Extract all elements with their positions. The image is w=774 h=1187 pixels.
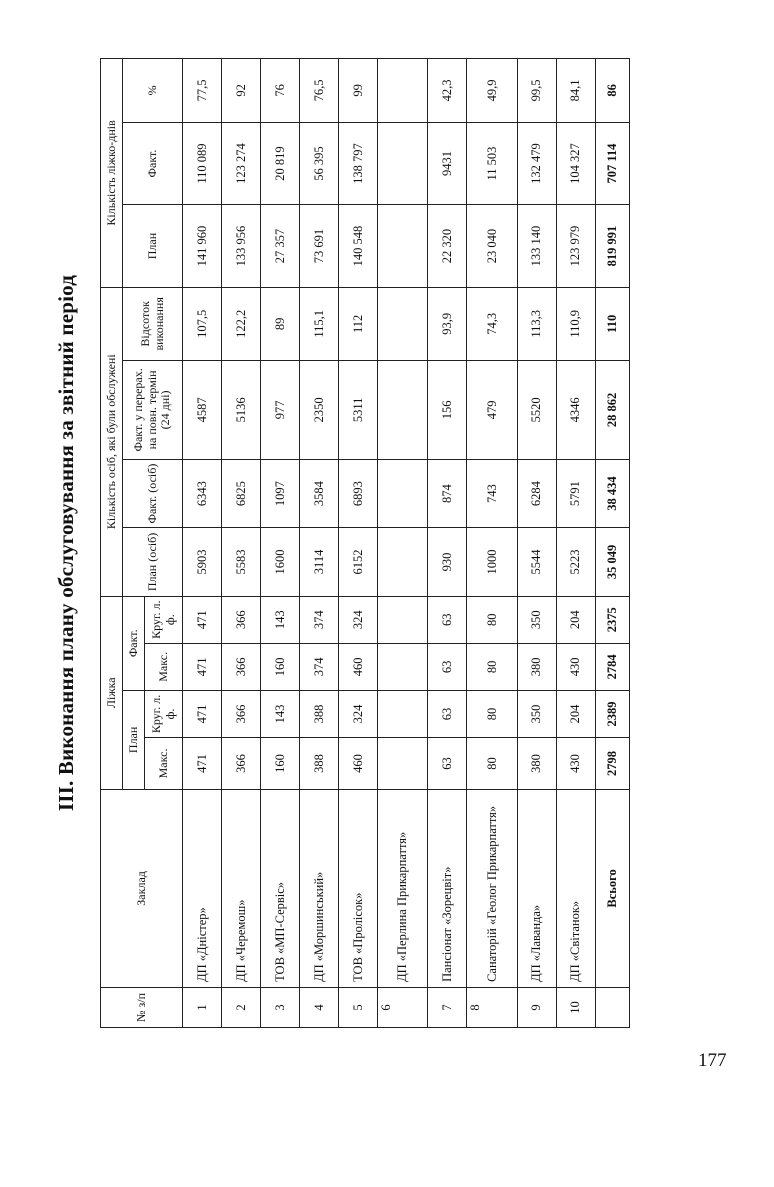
header-beddays-pct: %	[123, 59, 183, 123]
cell-bf-kr: 143	[260, 596, 299, 643]
institution-name: Санаторій «Геолог Прикарпаття»	[467, 789, 517, 987]
cell-bf-max: 366	[221, 643, 260, 690]
cell-bf-kr: 204	[556, 596, 595, 643]
cell-pp: 5544	[517, 528, 556, 596]
cell-pf: 6825	[221, 459, 260, 527]
cell-pp: 1000	[467, 528, 517, 596]
cell-bp-max: 80	[467, 738, 517, 790]
cell-pp: 1600	[260, 528, 299, 596]
cell-df: 123 274	[221, 122, 260, 205]
cell-pf: 3584	[299, 459, 338, 527]
cell-pff: 5311	[338, 360, 377, 459]
institution-name: ТОВ «МП-Сервіс»	[260, 789, 299, 987]
cell-bf-max: 471	[183, 643, 222, 690]
cell-pf	[377, 459, 427, 527]
cell-pf: 743	[467, 459, 517, 527]
cell-pf: 6343	[183, 459, 222, 527]
institution-name: Пансіонат «Зорецвіт»	[428, 789, 467, 987]
table-row	[299, 59, 338, 1028]
cell-df: 104 327	[556, 122, 595, 205]
cell-dpct: 76,5	[299, 59, 338, 123]
cell-bf-kr: 63	[428, 596, 467, 643]
cell-bf-max: 374	[299, 643, 338, 690]
cell-bp-max: 430	[556, 738, 595, 790]
cell-pff: 156	[428, 360, 467, 459]
cell-pp: 5903	[183, 528, 222, 596]
table-row	[517, 59, 556, 1028]
total-pct: 110	[595, 287, 629, 360]
header-persons-plan: План (осіб)	[123, 528, 183, 596]
cell-bp-max: 380	[517, 738, 556, 790]
cell-dp: 27 357	[260, 205, 299, 288]
total-num-empty	[595, 987, 629, 1027]
cell-pff: 2350	[299, 360, 338, 459]
total-df: 707 114	[595, 122, 629, 205]
row-number: 5	[338, 987, 377, 1027]
cell-pct: 112	[338, 287, 377, 360]
header-beddays: Кількість ліжко-днів	[101, 59, 123, 288]
cell-pp: 5583	[221, 528, 260, 596]
total-pff: 28 862	[595, 360, 629, 459]
cell-pct: 74,3	[467, 287, 517, 360]
header-beddays-fact: Факт.	[123, 122, 183, 205]
cell-dp: 23 040	[467, 205, 517, 288]
table-row	[556, 59, 595, 1028]
cell-bp-max: 388	[299, 738, 338, 790]
cell-dp: 123 979	[556, 205, 595, 288]
row-number: 1	[183, 987, 222, 1027]
cell-bf-kr: 374	[299, 596, 338, 643]
header-beds-fact-max: Макс.	[145, 643, 183, 690]
header-persons: Кількість осіб, які були обслужені	[101, 287, 123, 596]
cell-pff: 977	[260, 360, 299, 459]
header-beds-plan: План	[123, 690, 145, 789]
cell-bp-max: 460	[338, 738, 377, 790]
cell-dpct	[377, 59, 427, 123]
table-row	[221, 59, 260, 1028]
cell-pct: 122,2	[221, 287, 260, 360]
row-number: 9	[517, 987, 556, 1027]
cell-bf-kr: 324	[338, 596, 377, 643]
cell-bp-max: 63	[428, 738, 467, 790]
header-num: № з/п	[101, 987, 183, 1027]
total-dpct: 86	[595, 59, 629, 123]
cell-bf-max: 80	[467, 643, 517, 690]
table-row	[467, 59, 517, 1028]
row-number: 8	[467, 987, 517, 1027]
cell-pp: 5223	[556, 528, 595, 596]
total-label: Всього	[595, 789, 629, 987]
institution-name: ДП «Дністер»	[183, 789, 222, 987]
cell-bf-max: 380	[517, 643, 556, 690]
cell-dp: 141 960	[183, 205, 222, 288]
cell-pf: 6284	[517, 459, 556, 527]
cell-pff: 5136	[221, 360, 260, 459]
cell-pff: 4346	[556, 360, 595, 459]
cell-bp-max	[377, 738, 427, 790]
cell-dp	[377, 205, 427, 288]
cell-dp: 140 548	[338, 205, 377, 288]
cell-bp-kr: 324	[338, 690, 377, 737]
cell-bf-kr	[377, 596, 427, 643]
cell-bf-kr: 366	[221, 596, 260, 643]
cell-pct: 110,9	[556, 287, 595, 360]
total-bp-kr: 2389	[595, 690, 629, 737]
table-row	[428, 59, 467, 1028]
cell-bp-kr: 350	[517, 690, 556, 737]
total-pp: 35 049	[595, 528, 629, 596]
cell-bf-max: 160	[260, 643, 299, 690]
cell-df: 9431	[428, 122, 467, 205]
cell-pp: 3114	[299, 528, 338, 596]
cell-bf-kr: 350	[517, 596, 556, 643]
cell-bp-max: 471	[183, 738, 222, 790]
cell-pff: 479	[467, 360, 517, 459]
institution-name: ДП «Моршинський»	[299, 789, 338, 987]
cell-pf: 5791	[556, 459, 595, 527]
institution-name: ТОВ «Пролісок»	[338, 789, 377, 987]
cell-pff: 5520	[517, 360, 556, 459]
institution-name: ДП «Лаванда»	[517, 789, 556, 987]
cell-dp: 73 691	[299, 205, 338, 288]
header-persons-fact-full: Факт. у перерах. на повн. термін (24 дні)	[123, 360, 183, 459]
cell-bf-kr: 80	[467, 596, 517, 643]
institution-name: ДП «Світанок»	[556, 789, 595, 987]
cell-pf: 1097	[260, 459, 299, 527]
cell-bp-max: 160	[260, 738, 299, 790]
cell-pct	[377, 287, 427, 360]
cell-bf-max: 460	[338, 643, 377, 690]
total-bf-max: 2784	[595, 643, 629, 690]
header-percent-done: Відсоток виконання	[123, 287, 183, 360]
cell-dp: 22 320	[428, 205, 467, 288]
cell-pf: 874	[428, 459, 467, 527]
table-row	[338, 59, 377, 1028]
cell-pct: 115,1	[299, 287, 338, 360]
cell-pct: 93,9	[428, 287, 467, 360]
cell-dpct: 76	[260, 59, 299, 123]
cell-dpct: 99,5	[517, 59, 556, 123]
cell-bp-kr: 471	[183, 690, 222, 737]
cell-bp-kr: 366	[221, 690, 260, 737]
cell-pff	[377, 360, 427, 459]
table-body	[183, 59, 630, 1028]
institution-name: ДП «Перлина Прикарпаття»	[377, 789, 427, 987]
cell-dp: 133 140	[517, 205, 556, 288]
cell-dpct: 42,3	[428, 59, 467, 123]
cell-bp-max: 366	[221, 738, 260, 790]
total-bp-max: 2798	[595, 738, 629, 790]
cell-pff: 4587	[183, 360, 222, 459]
row-number: 10	[556, 987, 595, 1027]
cell-pct: 113,3	[517, 287, 556, 360]
cell-df	[377, 122, 427, 205]
cell-pp	[377, 528, 427, 596]
cell-bf-max: 63	[428, 643, 467, 690]
cell-bp-kr	[377, 690, 427, 737]
row-number: 4	[299, 987, 338, 1027]
cell-pp: 930	[428, 528, 467, 596]
header-beds-plan-max: Макс.	[145, 738, 183, 790]
institution-name: ДП «Черемош»	[221, 789, 260, 987]
cell-df: 20 819	[260, 122, 299, 205]
header-beds-fact: Факт.	[123, 596, 145, 690]
cell-bf-max	[377, 643, 427, 690]
cell-df: 132 479	[517, 122, 556, 205]
row-number: 3	[260, 987, 299, 1027]
page-number: 177	[698, 1050, 727, 1071]
cell-pp: 6152	[338, 528, 377, 596]
total-pf: 38 434	[595, 459, 629, 527]
cell-dpct: 84,1	[556, 59, 595, 123]
cell-df: 110 089	[183, 122, 222, 205]
cell-dpct: 49,9	[467, 59, 517, 123]
cell-df: 138 797	[338, 122, 377, 205]
cell-pct: 89	[260, 287, 299, 360]
cell-bf-kr: 471	[183, 596, 222, 643]
cell-bp-kr: 80	[467, 690, 517, 737]
row-number: 7	[428, 987, 467, 1027]
cell-bp-kr: 63	[428, 690, 467, 737]
cell-pct: 107,5	[183, 287, 222, 360]
rotated-page	[54, 58, 660, 1028]
table-row	[377, 59, 427, 1028]
total-row	[595, 59, 629, 1028]
cell-df: 11 503	[467, 122, 517, 205]
total-bf-kr: 2375	[595, 596, 629, 643]
row-number: 6	[377, 987, 427, 1027]
cell-dpct: 92	[221, 59, 260, 123]
cell-dpct: 99	[338, 59, 377, 123]
page-title: III. Виконання плану обслуговування за звітний період	[54, 274, 78, 812]
total-dp: 819 991	[595, 205, 629, 288]
header-beds: Ліжка	[101, 596, 123, 789]
row-number: 2	[221, 987, 260, 1027]
cell-bp-kr: 143	[260, 690, 299, 737]
service-plan-table	[100, 58, 630, 1028]
cell-df: 56 395	[299, 122, 338, 205]
cell-dpct: 77,5	[183, 59, 222, 123]
header-persons-fact: Факт. (осіб)	[123, 459, 183, 527]
table-row	[183, 59, 222, 1028]
cell-bf-max: 430	[556, 643, 595, 690]
table-row	[260, 59, 299, 1028]
header-beds-fact-round: Круг. л. ф.	[145, 596, 183, 643]
header-institution: Заклад	[101, 789, 183, 987]
header-beds-plan-round: Круг. л. ф.	[145, 690, 183, 737]
cell-dp: 133 956	[221, 205, 260, 288]
cell-pf: 6893	[338, 459, 377, 527]
header-beddays-plan: План	[123, 205, 183, 288]
cell-bp-kr: 204	[556, 690, 595, 737]
cell-bp-kr: 388	[299, 690, 338, 737]
